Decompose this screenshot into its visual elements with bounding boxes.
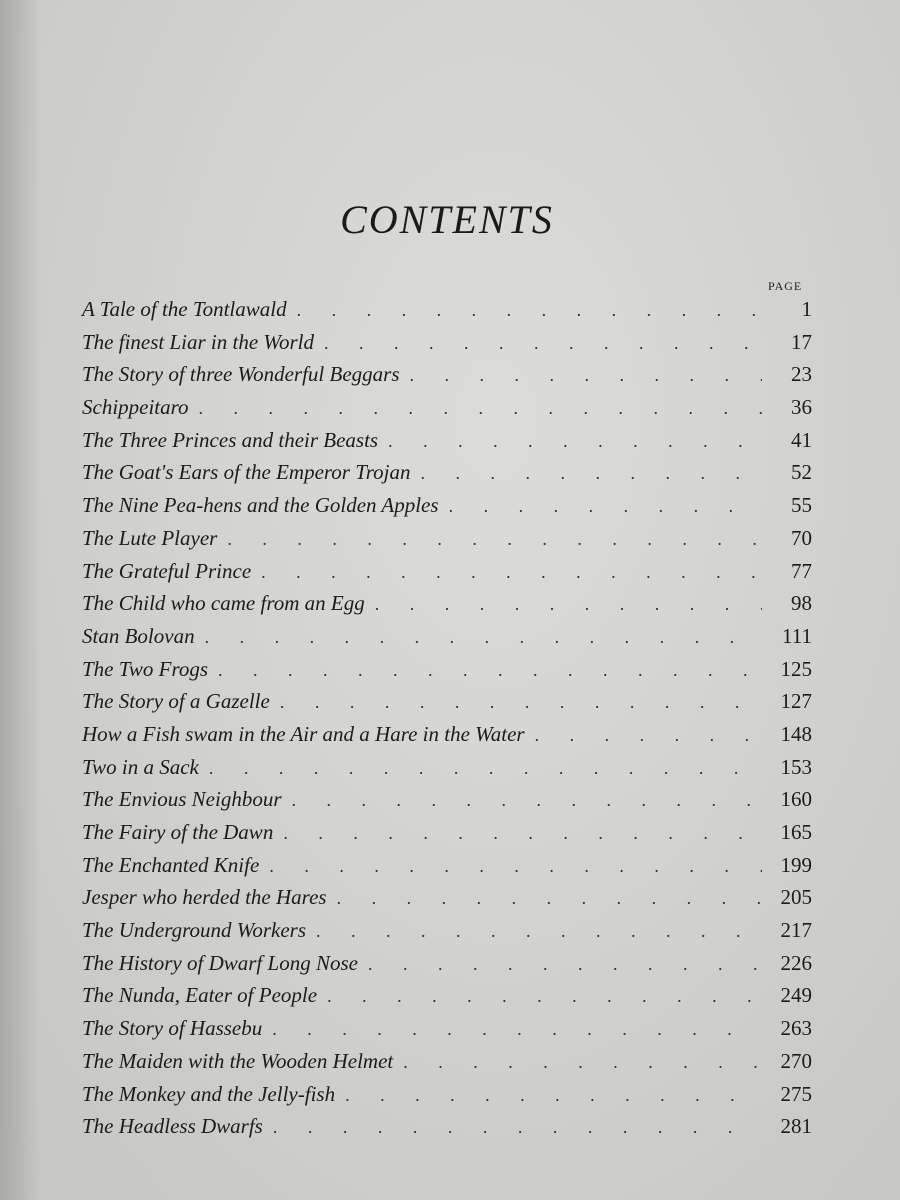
toc-entry-page: 111 bbox=[782, 623, 812, 648]
toc-entry bbox=[82, 297, 812, 330]
toc-entry-page: 70 bbox=[791, 525, 812, 550]
toc-entry-page: 217 bbox=[780, 918, 812, 943]
toc-entry-page: 52 bbox=[791, 460, 812, 485]
toc-entry-title: The Underground Workers bbox=[82, 918, 306, 943]
toc-entry-title: The Story of Hassebu bbox=[82, 1016, 263, 1041]
dot-leader bbox=[205, 627, 762, 648]
toc-entry bbox=[82, 755, 812, 788]
toc-entry bbox=[82, 362, 812, 395]
dot-leader bbox=[337, 888, 762, 909]
dot-leader bbox=[345, 1085, 762, 1106]
dot-leader bbox=[297, 300, 762, 321]
toc-entry bbox=[82, 820, 812, 853]
table-of-contents bbox=[82, 297, 812, 1147]
toc-entry bbox=[82, 885, 812, 918]
toc-entry-page: 281 bbox=[780, 1114, 812, 1139]
dot-leader bbox=[199, 398, 762, 419]
toc-entry-title: The Fairy of the Dawn bbox=[82, 820, 274, 844]
toc-entry-page: 199 bbox=[780, 852, 812, 877]
dot-leader bbox=[368, 954, 762, 975]
toc-entry-page: 1 bbox=[801, 297, 812, 321]
dot-leader bbox=[324, 333, 762, 354]
toc-entry-page: 160 bbox=[780, 787, 812, 812]
dot-leader bbox=[449, 496, 762, 517]
toc-entry bbox=[82, 1016, 812, 1049]
toc-entry-page: 127 bbox=[780, 689, 812, 714]
toc-entry-page: 153 bbox=[780, 754, 812, 779]
toc-entry-page: 263 bbox=[780, 1016, 812, 1041]
toc-entry-title: The Child who came from an Egg bbox=[82, 591, 365, 616]
toc-entry-title: Schippeitaro bbox=[82, 395, 189, 420]
toc-entry bbox=[82, 951, 812, 984]
dot-leader bbox=[410, 365, 762, 386]
dot-leader bbox=[269, 856, 762, 877]
toc-entry bbox=[82, 526, 812, 559]
toc-entry-title: The finest Liar in the World bbox=[82, 329, 314, 354]
toc-entry bbox=[82, 1114, 812, 1147]
dot-leader bbox=[273, 1117, 762, 1138]
dot-leader bbox=[403, 1052, 762, 1073]
toc-entry-title: How a Fish swam in the Air and a Hare in the Water bbox=[82, 721, 525, 746]
toc-entry-title: The Story of three Wonderful Beggars bbox=[82, 362, 400, 387]
toc-entry bbox=[82, 689, 812, 722]
toc-entry-page: 98 bbox=[791, 591, 812, 616]
dot-leader bbox=[327, 986, 762, 1007]
toc-entry-title: The Headless Dwarfs bbox=[82, 1114, 263, 1139]
dot-leader bbox=[227, 529, 762, 550]
toc-entry bbox=[82, 330, 812, 363]
dot-leader bbox=[218, 660, 762, 681]
toc-entry-page: 77 bbox=[791, 558, 812, 583]
toc-entry-page: 165 bbox=[780, 820, 812, 844]
toc-entry-page: 275 bbox=[780, 1081, 812, 1106]
toc-entry-title: The History of Dwarf Long Nose bbox=[82, 950, 358, 975]
dot-leader bbox=[420, 463, 762, 484]
toc-entry-title: The Story of a Gazelle bbox=[82, 689, 270, 714]
toc-entry-page: 41 bbox=[791, 427, 812, 452]
toc-entry-page: 23 bbox=[791, 362, 812, 387]
toc-entry-title: Two in a Sack bbox=[82, 754, 199, 779]
toc-entry-title: The Goat's Ears of the Emperor Trojan bbox=[82, 460, 411, 485]
toc-entry-title: The Nine Pea-hens and the Golden Apples bbox=[82, 493, 439, 518]
toc-entry-title: The Three Princes and their Beasts bbox=[82, 427, 379, 452]
dot-leader bbox=[316, 921, 762, 942]
dot-leader bbox=[209, 758, 762, 779]
binding-shadow bbox=[0, 0, 40, 1200]
toc-entry bbox=[82, 591, 812, 624]
page-title: CONTENTS bbox=[340, 197, 554, 242]
toc-entry-title: The Enchanted Knife bbox=[82, 852, 260, 877]
toc-entry bbox=[82, 460, 812, 493]
dot-leader bbox=[375, 594, 762, 615]
dot-leader bbox=[272, 1019, 762, 1040]
toc-entry-page: 17 bbox=[791, 329, 812, 354]
toc-entry bbox=[82, 853, 812, 886]
toc-entry-page: 226 bbox=[780, 950, 812, 975]
toc-entry-title: The Lute Player bbox=[82, 525, 218, 550]
toc-entry bbox=[82, 1082, 812, 1115]
toc-entry bbox=[82, 657, 812, 690]
toc-entry-page: 148 bbox=[780, 721, 812, 746]
toc-entry-title: The Monkey and the Jelly-fish bbox=[82, 1081, 336, 1106]
toc-entry-title: The Two Frogs bbox=[82, 656, 209, 681]
toc-entry bbox=[82, 559, 812, 592]
toc-entry-title: Stan Bolovan bbox=[82, 623, 195, 648]
dot-leader bbox=[280, 692, 762, 713]
dot-leader bbox=[261, 562, 762, 583]
toc-entry-title: A Tale of the Tontlawald bbox=[82, 297, 287, 321]
toc-entry bbox=[82, 395, 812, 428]
dot-leader bbox=[292, 790, 763, 811]
toc-entry bbox=[82, 428, 812, 461]
toc-entry-page: 36 bbox=[791, 395, 812, 420]
toc-entry bbox=[82, 624, 812, 657]
toc-entry-page: 205 bbox=[780, 885, 812, 910]
toc-entry bbox=[82, 787, 812, 820]
dot-leader bbox=[535, 725, 762, 746]
toc-entry bbox=[82, 918, 812, 951]
page-column-label: PAGE bbox=[768, 279, 803, 293]
dot-leader bbox=[388, 431, 762, 452]
toc-entry bbox=[82, 722, 812, 755]
toc-entry-page: 270 bbox=[780, 1048, 812, 1073]
toc-entry-page: 249 bbox=[780, 983, 812, 1008]
toc-entry bbox=[82, 493, 812, 526]
toc-entry bbox=[82, 1049, 812, 1082]
toc-entry-title: The Maiden with the Wooden Helmet bbox=[82, 1048, 394, 1073]
toc-entry-title: The Nunda, Eater of People bbox=[82, 983, 318, 1008]
toc-entry-title: The Envious Neighbour bbox=[82, 787, 282, 812]
toc-entry-page: 55 bbox=[791, 493, 812, 518]
toc-entry bbox=[82, 983, 812, 1016]
dot-leader bbox=[283, 823, 762, 844]
toc-entry-page: 125 bbox=[780, 656, 812, 681]
toc-entry-title: Jesper who herded the Hares bbox=[82, 885, 327, 910]
toc-entry-title: The Grateful Prince bbox=[82, 558, 252, 583]
